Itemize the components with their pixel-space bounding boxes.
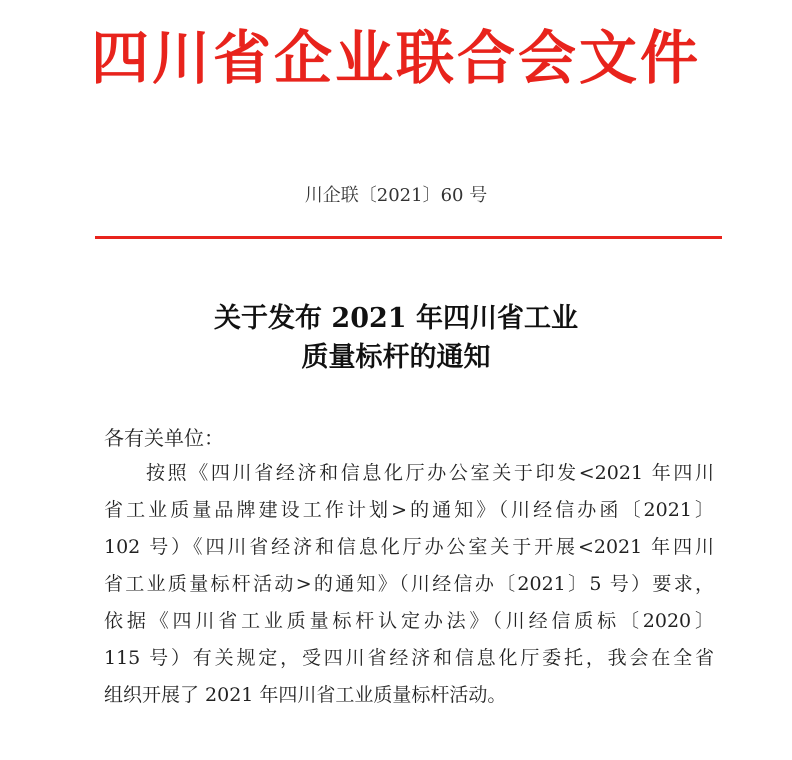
document-number: 川企联〔2021〕60 号 bbox=[304, 185, 488, 206]
body-text-line: 依据《四川省工业质量标杆认定办法》（川经信质标〔2020〕 bbox=[104, 610, 714, 632]
body-text-line: 省工业质量品牌建设工作计划>的通知》（川经信办函〔2021〕 bbox=[104, 499, 714, 521]
document-header-title: 四川省企业联合会文件 bbox=[90, 24, 701, 92]
body-text-line: 组织开展了 2021 年四川省工业质量标杆活动。 bbox=[104, 684, 507, 706]
notice-title-line-1: 关于发布 2021 年四川省工业 bbox=[214, 303, 578, 334]
body-text-line: 115 号）有关规定，受四川省经济和信息化厅委托，我会在全省 bbox=[104, 647, 714, 669]
red-divider-line bbox=[95, 236, 722, 239]
body-text-line: 102 号）《四川省经济和信息化厅办公室关于开展<2021 年四川 bbox=[104, 536, 714, 558]
salutation: 各有关单位： bbox=[104, 426, 224, 450]
notice-title-line-2: 质量标杆的通知 bbox=[301, 342, 491, 373]
body-text-line: 省工业质量标杆活动>的通知》（川经信办〔2021〕5 号）要求， bbox=[104, 573, 714, 595]
body-text-line: 按照《四川省经济和信息化厅办公室关于印发<2021 年四川 bbox=[146, 462, 714, 484]
